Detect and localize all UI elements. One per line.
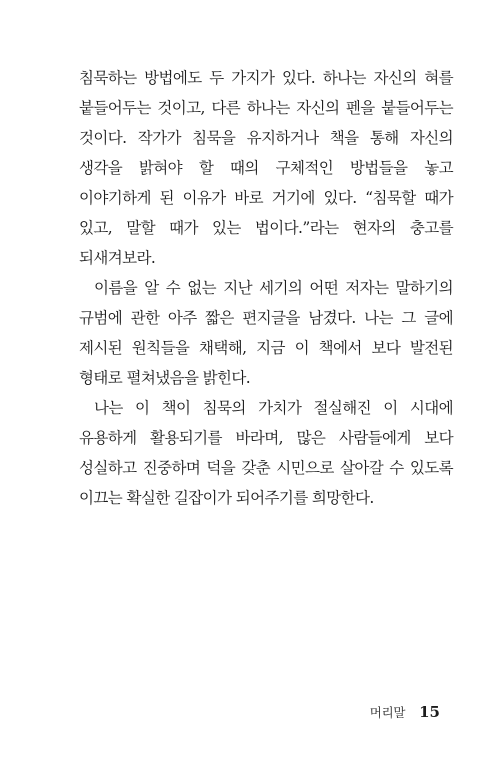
running-head: 머리말 [369, 705, 406, 720]
page-number: 15 [419, 703, 440, 721]
page-footer [370, 703, 440, 721]
paragraph-2: 이름을 알 수 없는 지난 세기의 어떤 저자는 말하기의 규범에 관한 아주 짧은 편지글을 남겼다. 나는 그 글에 제시된 원칙들을 채택해, 지금 이 책에서 보다 발전된 형태로 펼쳐냈음을 밝힌다. [79, 279, 453, 387]
paragraph-3: 나는 이 책이 침묵의 가치가 절실해진 이 시대에 유용하게 활용되기를 바라며, 많은 사람들에게 보다 성실하고 진중하며 덕을 갖춘 시민으로 살아갈 수 있도록 이끄는 확실한 길잡이가 되어주기를 희망한다. [79, 399, 453, 507]
paragraph-1: 침묵하는 방법에도 두 가지가 있다. 하나는 자신의 혀를 붙들어두는 것이고, 다른 하나는 자신의 펜을 붙들어두는 것이다. 작가가 침묵을 유지하거나 책을 통해 자신의 생각을 밝혀야 할 때의 구체적인 방법들을 놓고 이야기하게 된 이유가 바로 거기에 있다. “침묵할 때가 있고, 말할 때가 있는 법이다.”라는 현자의 충고를 되새겨보라. [79, 69, 453, 267]
body-text [79, 63, 453, 513]
